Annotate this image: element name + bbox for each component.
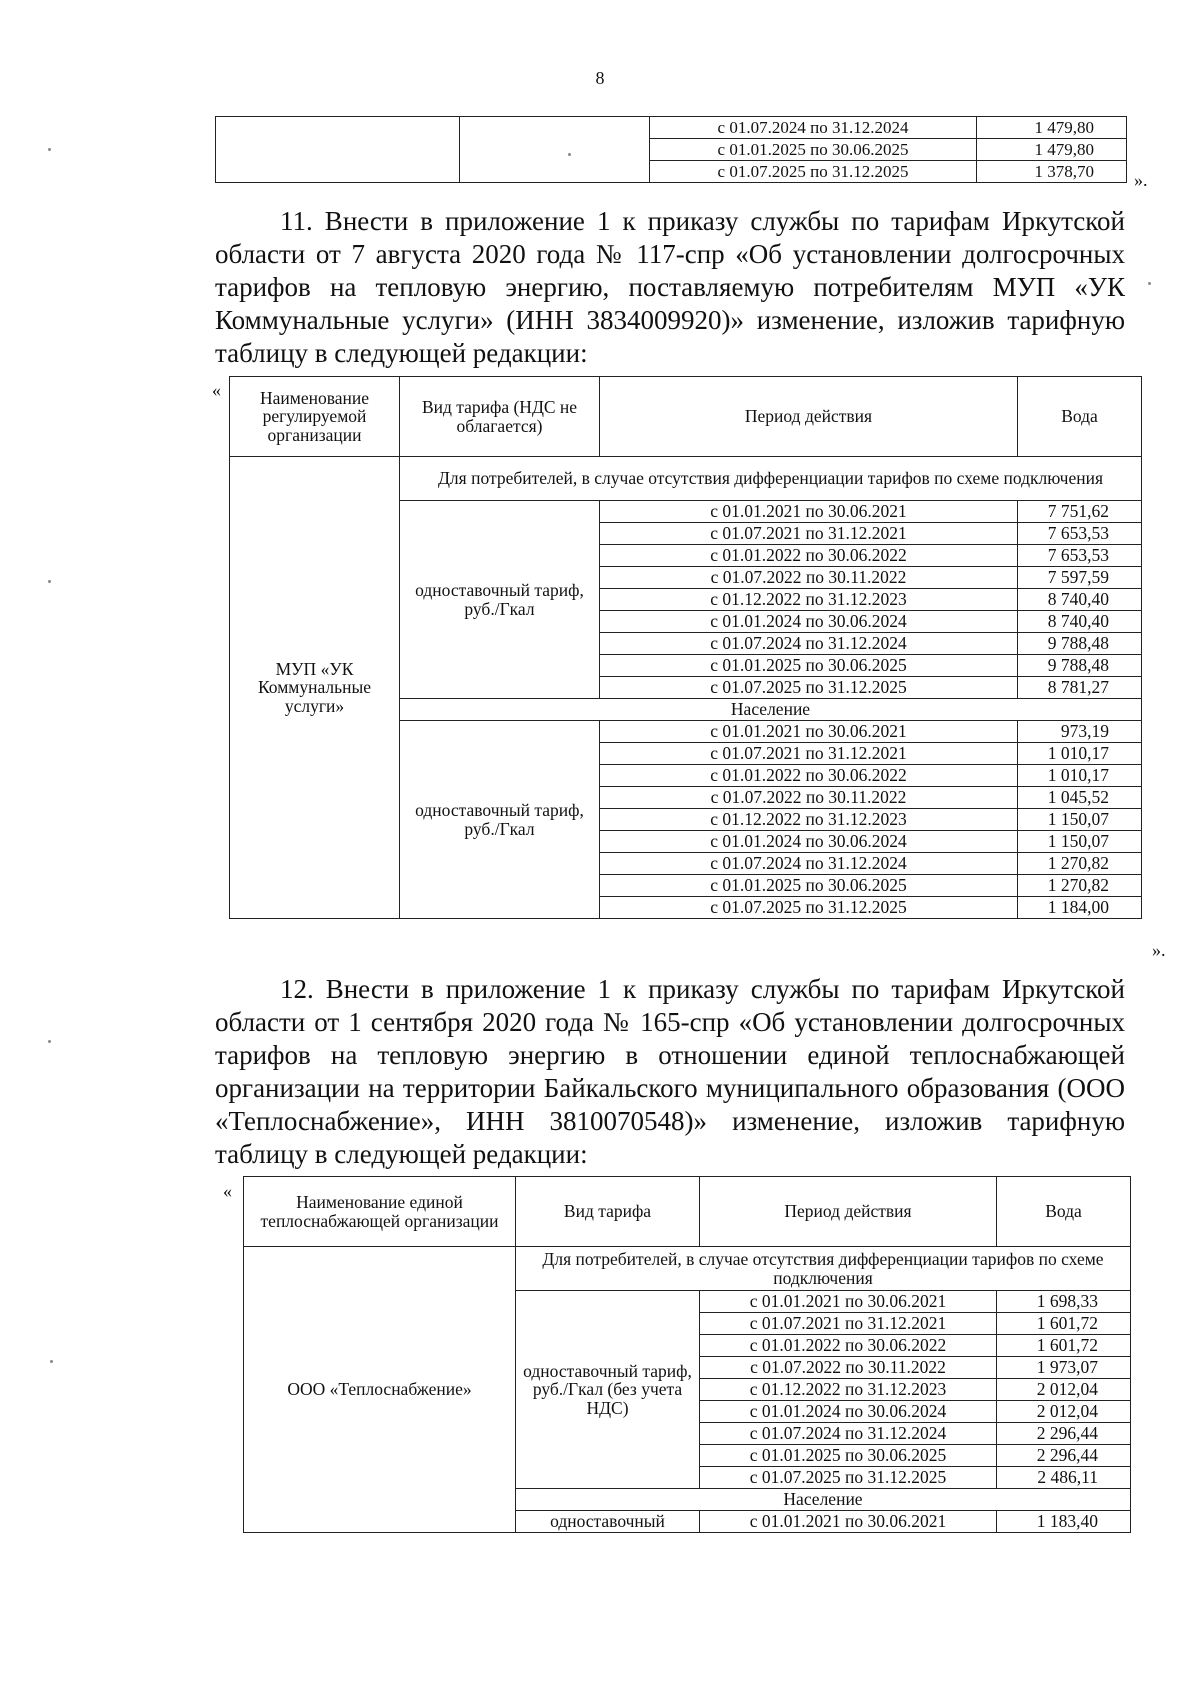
value-cell: 1 601,72 bbox=[997, 1335, 1131, 1357]
value-cell: 2 012,04 bbox=[997, 1401, 1131, 1423]
value-cell: 2 296,44 bbox=[997, 1445, 1131, 1467]
period-cell: с 01.07.2025 по 31.12.2025 bbox=[700, 1467, 997, 1489]
period-cell: с 01.07.2022 по 30.11.2022 bbox=[700, 1357, 997, 1379]
section-label: Для потребителей, в случае отсутствия дифференциации тарифов по схеме подключения bbox=[516, 1247, 1131, 1291]
table12-header-period: Период действия bbox=[700, 1177, 997, 1247]
section-row bbox=[244, 1247, 1131, 1291]
value-cell: 1 010,17 bbox=[1018, 765, 1142, 787]
section-label: Для потребителей, в случае отсутствия дифференциации тарифов по схеме подключения bbox=[400, 457, 1142, 501]
empty-tariff-cell bbox=[460, 117, 650, 183]
period-cell: с 01.12.2022 по 31.12.2023 bbox=[600, 589, 1018, 611]
period-cell: с 01.07.2022 по 30.11.2022 bbox=[600, 787, 1018, 809]
value-cell: 7 751,62 bbox=[1018, 501, 1142, 523]
period-cell: с 01.07.2021 по 31.12.2021 bbox=[700, 1313, 997, 1335]
section-row bbox=[230, 457, 1142, 501]
value-cell: 7 653,53 bbox=[1018, 545, 1142, 567]
section-label: Население bbox=[516, 1489, 1131, 1511]
period-cell: с 01.01.2025 по 30.06.2025 bbox=[700, 1445, 997, 1467]
tariff-cell: одноставочный тариф, руб./Гкал bbox=[400, 501, 600, 699]
table-row bbox=[216, 117, 1127, 139]
value-cell: 1 479,80 bbox=[977, 117, 1127, 139]
top-table-close-quote: ». bbox=[1134, 170, 1148, 190]
paragraph-11: 11. Внести в приложение 1 к приказу службы по тарифам Иркутской области от 7 августа 2020 года № 117-спр «Об установлении долгосрочных тарифов на тепловую энергию, поставляемую потребителям МУП «УК Коммунальные услуги» (ИНН 3834009920)» изменение, изложив тарифную таблицу в следующей редакции: bbox=[215, 206, 1125, 368]
period-cell: с 01.07.2022 по 30.11.2022 bbox=[600, 567, 1018, 589]
period-cell: с 01.01.2022 по 30.06.2022 bbox=[600, 765, 1018, 787]
period-cell: с 01.07.2024 по 31.12.2024 bbox=[600, 853, 1018, 875]
table11-header-water: Вода bbox=[1018, 377, 1142, 457]
period-cell: с 01.01.2024 по 30.06.2024 bbox=[700, 1401, 997, 1423]
value-cell: 7 653,53 bbox=[1018, 523, 1142, 545]
tariff-cell: одноставочный тариф, руб./Гкал bbox=[400, 721, 600, 919]
value-cell: 2 296,44 bbox=[997, 1423, 1131, 1445]
tariff-cell: одноставочный тариф, руб./Гкал (без учета НДС) bbox=[516, 1291, 700, 1489]
value-cell: 9 788,48 bbox=[1018, 633, 1142, 655]
period-cell: с 01.07.2021 по 31.12.2021 bbox=[600, 523, 1018, 545]
table12-header-org: Наименование единой теплоснабжающей организации bbox=[244, 1177, 516, 1247]
period-cell: с 01.07.2025 по 31.12.2025 bbox=[600, 897, 1018, 919]
value-cell: 1 270,82 bbox=[1018, 875, 1142, 897]
value-cell: 7 597,59 bbox=[1018, 567, 1142, 589]
period-cell: с 01.01.2022 по 30.06.2022 bbox=[700, 1335, 997, 1357]
period-cell: с 01.07.2025 по 31.12.2025 bbox=[600, 677, 1018, 699]
table12-header-water: Вода bbox=[997, 1177, 1131, 1247]
value-cell: 1 150,07 bbox=[1018, 831, 1142, 853]
period-cell: с 01.01.2024 по 30.06.2024 bbox=[600, 611, 1018, 633]
top-table bbox=[215, 116, 1127, 183]
value-cell: 1 479,80 bbox=[977, 139, 1127, 161]
value-cell: 1 183,40 bbox=[997, 1511, 1131, 1533]
value-cell: 9 788,48 bbox=[1018, 655, 1142, 677]
value-cell: 2 486,11 bbox=[997, 1467, 1131, 1489]
table11-open-quote: « bbox=[212, 380, 221, 400]
value-cell: 1 010,17 bbox=[1018, 743, 1142, 765]
period-cell: с 01.01.2021 по 30.06.2021 bbox=[700, 1291, 997, 1313]
scan-speck bbox=[1148, 282, 1151, 285]
period-cell: с 01.12.2022 по 31.12.2023 bbox=[700, 1379, 997, 1401]
value-cell: 1 378,70 bbox=[977, 161, 1127, 183]
value-cell: 1 045,52 bbox=[1018, 787, 1142, 809]
scan-speck bbox=[568, 153, 571, 156]
value-cell: 8 740,40 bbox=[1018, 589, 1142, 611]
period-cell: с 01.01.2022 по 30.06.2022 bbox=[600, 545, 1018, 567]
period-cell: с 01.01.2021 по 30.06.2021 bbox=[700, 1511, 997, 1533]
value-cell: 8 740,40 bbox=[1018, 611, 1142, 633]
period-cell: с 01.07.2021 по 31.12.2021 bbox=[600, 743, 1018, 765]
table11-header-period: Период действия bbox=[600, 377, 1018, 457]
period-cell: с 01.07.2024 по 31.12.2024 bbox=[700, 1423, 997, 1445]
value-cell: 973,19 bbox=[1018, 721, 1142, 743]
period-cell: с 01.01.2025 по 30.06.2025 bbox=[600, 655, 1018, 677]
org-cell: МУП «УК Коммунальные услуги» bbox=[230, 457, 400, 919]
empty-org-cell bbox=[216, 117, 460, 183]
table-11 bbox=[229, 376, 1142, 919]
page-number: 8 bbox=[595, 68, 605, 88]
value-cell: 2 012,04 bbox=[997, 1379, 1131, 1401]
period-cell: с 01.01.2021 по 30.06.2021 bbox=[600, 721, 1018, 743]
table11-header-org: Наименование регулируемой организации bbox=[230, 377, 400, 457]
period-cell: с 01.01.2024 по 30.06.2024 bbox=[600, 831, 1018, 853]
scan-speck bbox=[48, 148, 51, 151]
period-cell: с 01.12.2022 по 31.12.2023 bbox=[600, 809, 1018, 831]
table11-header-tariff: Вид тарифа (НДС не облагается) bbox=[400, 377, 600, 457]
value-cell: 1 270,82 bbox=[1018, 853, 1142, 875]
table11-close-quote: ». bbox=[1152, 940, 1166, 960]
value-cell: 8 781,27 bbox=[1018, 677, 1142, 699]
table-12 bbox=[243, 1176, 1131, 1533]
value-cell: 1 601,72 bbox=[997, 1313, 1131, 1335]
paragraph-12: 12. Внести в приложение 1 к приказу службы по тарифам Иркутской области от 1 сентября 2020 года № 165-спр «Об установлении долгосрочных тарифов на тепловую энергию в отношении единой теплоснабжающей организации на территории Байкальского муниципального образования (ООО «Теплоснабжение», ИНН 3810070548)» изменение, изложив тарифную таблицу в следующей редакции: bbox=[215, 974, 1125, 1169]
tariff-cell: одноставочный bbox=[516, 1511, 700, 1533]
period-cell: с 01.01.2021 по 30.06.2021 bbox=[600, 501, 1018, 523]
org-cell: ООО «Теплоснабжение» bbox=[244, 1247, 516, 1533]
value-cell: 1 973,07 bbox=[997, 1357, 1131, 1379]
table12-header-tariff: Вид тарифа bbox=[516, 1177, 700, 1247]
value-cell: 1 698,33 bbox=[997, 1291, 1131, 1313]
period-cell: с 01.07.2025 по 31.12.2025 bbox=[650, 161, 977, 183]
scan-speck bbox=[48, 1040, 51, 1043]
period-cell: с 01.07.2024 по 31.12.2024 bbox=[600, 633, 1018, 655]
scan-speck bbox=[48, 580, 51, 583]
value-cell: 1 184,00 bbox=[1018, 897, 1142, 919]
scan-speck bbox=[50, 1360, 53, 1363]
section-label: Население bbox=[400, 699, 1142, 721]
period-cell: с 01.01.2025 по 30.06.2025 bbox=[650, 139, 977, 161]
table12-open-quote: « bbox=[223, 1181, 232, 1201]
period-cell: с 01.01.2025 по 30.06.2025 bbox=[600, 875, 1018, 897]
period-cell: с 01.07.2024 по 31.12.2024 bbox=[650, 117, 977, 139]
value-cell: 1 150,07 bbox=[1018, 809, 1142, 831]
